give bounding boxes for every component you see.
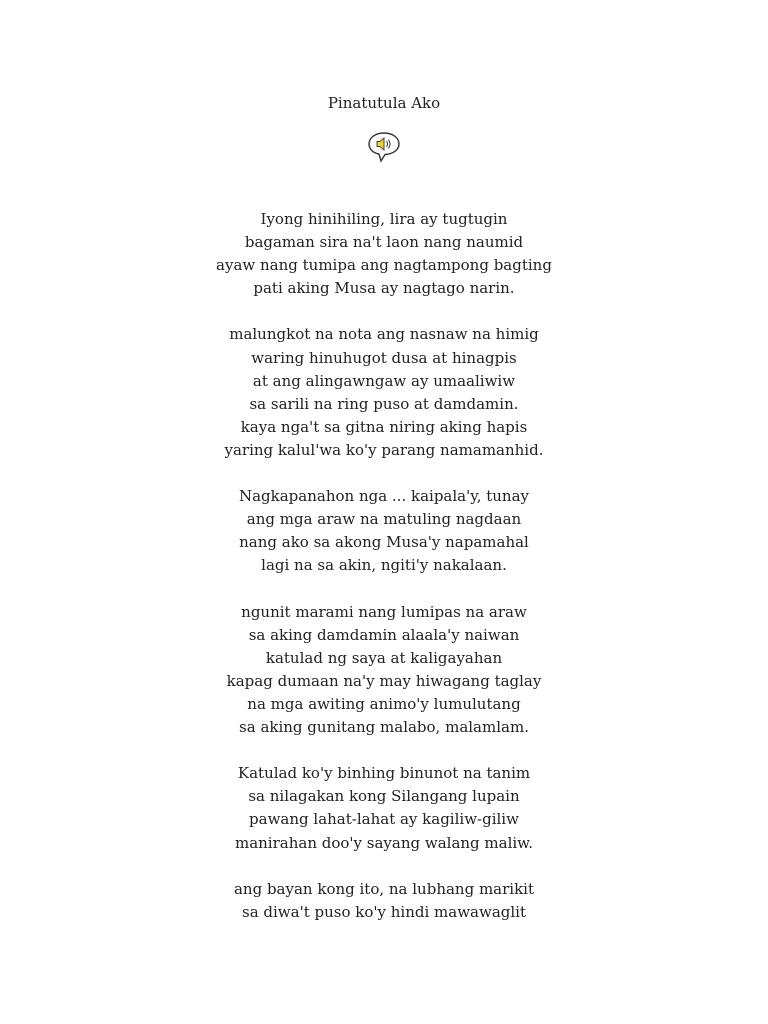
- poem-line: sa diwa't puso ko'y hindi mawawaglit: [242, 902, 526, 921]
- poem-stanza: [0, 762, 768, 854]
- poem-line: bagaman sira na't laon nang naumid: [244, 233, 524, 252]
- poem-line: Iyong hinihiling, lira ay tugtugin: [260, 210, 508, 228]
- speaker-icon[interactable]: [366, 130, 402, 164]
- poem-line: waring hinuhugot dusa at hinagpis: [251, 348, 517, 367]
- poem-line: pati aking Musa ay nagtago narin.: [253, 279, 515, 298]
- poem-stanza: [0, 601, 768, 740]
- poem-line: malungkot na nota ang nasnaw na himig: [229, 325, 539, 344]
- poem-line: kaya nga't sa gitna niring aking hapis: [240, 417, 528, 436]
- poem-line: Katulad ko'y binhing binunot na tanim: [237, 764, 531, 783]
- poem-stanza: [0, 878, 768, 924]
- poem-line: sa nilagakan kong Silangang lupain: [248, 787, 520, 806]
- poem-line: ang mga araw na matuling nagdaan: [246, 510, 522, 529]
- poem-line: Nagkapanahon nga ... kaipala'y, tunay: [238, 487, 530, 506]
- poem-line: yaring kalul'wa ko'y parang namamanhid.: [224, 440, 544, 459]
- poem-line: katulad ng saya at kaligayahan: [265, 648, 503, 667]
- poem-line: at ang alingawngaw ay umaaliwiw: [252, 371, 516, 390]
- poem-line: sa aking damdamin alaala'y naiwan: [248, 625, 520, 644]
- poem-line: pawang lahat-lahat ay kagiliw-giliw: [249, 810, 519, 829]
- poem-line: ang bayan kong ito, na lubhang marikit: [233, 879, 535, 898]
- poem-line: nang ako sa akong Musa'y napamahal: [239, 533, 529, 552]
- poem-body: [0, 208, 768, 947]
- poem-line: kapag dumaan na'y may hiwagang taglay: [226, 671, 542, 690]
- poem-line: na mga awiting animo'y lumulutang: [247, 694, 521, 713]
- poem-line: ayaw nang tumipa ang nagtampong bagting: [216, 256, 552, 275]
- poem-line: sa aking gunitang malabo, malamlam.: [239, 718, 529, 737]
- poem-line: lagi na sa akin, ngiti'y nakalaan.: [261, 556, 507, 575]
- poem-stanza: [0, 485, 768, 577]
- poem-line: manirahan doo'y sayang walang maliw.: [234, 833, 534, 852]
- poem-line: ngunit marami nang lumipas na araw: [241, 602, 527, 621]
- poem-stanza: [0, 323, 768, 462]
- poem-stanza: [0, 208, 768, 300]
- poem-title: Pinatutula Ako: [327, 94, 441, 112]
- speech-bubble-icon: [366, 130, 402, 164]
- poem-line: sa sarili na ring puso at damdamin.: [249, 394, 519, 413]
